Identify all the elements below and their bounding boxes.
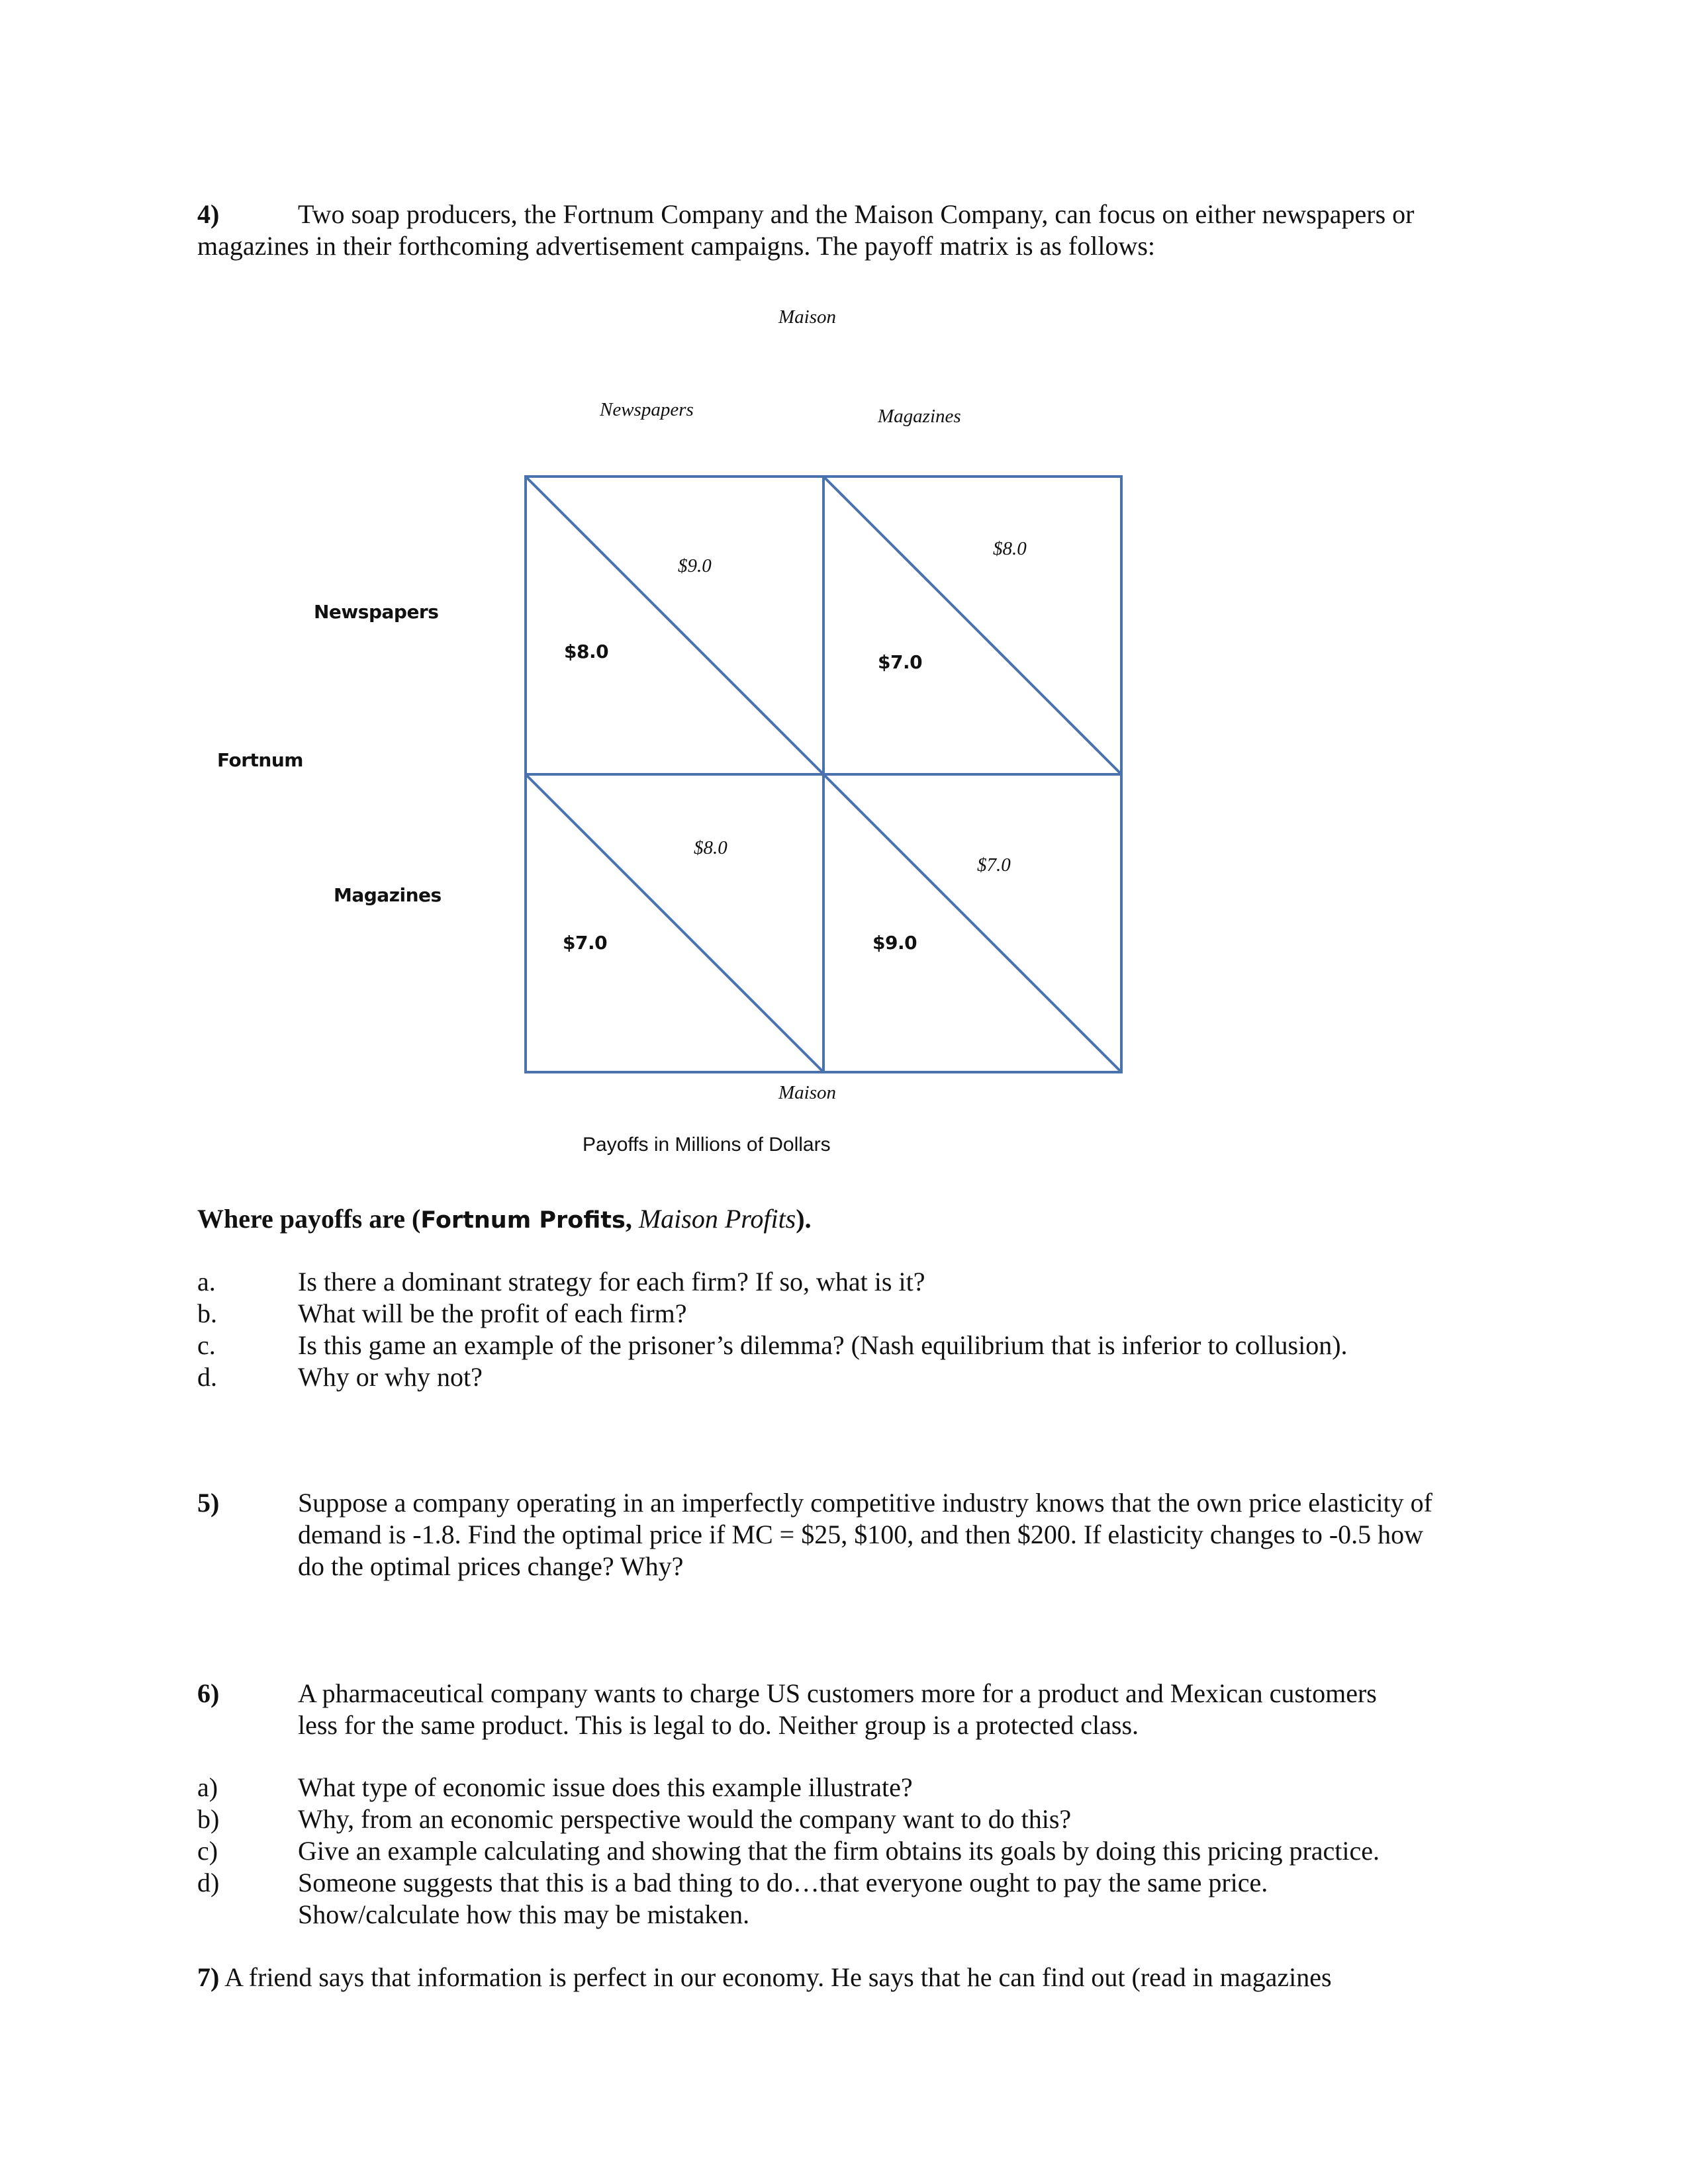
q5-line-3: do the optimal prices change? Why? [298,1551,684,1581]
q6-item-label-c: c) [197,1836,218,1866]
q6-number: 6) [197,1678,220,1708]
payoff-mn-fortnum: $7.0 [563,932,608,954]
q4-item-text-b: What will be the profit of each firm? [298,1298,687,1328]
payoff-legend-maison: Maison Profits [638,1204,796,1234]
column-label-magazines: Magazines [878,406,961,427]
q4-item-text-c: Is this game an example of the prisoner’s dilemma? (Nash equilibrium that is inferior to collusion). [298,1330,1348,1360]
column-label-newspapers: Newspapers [600,399,694,420]
q4-item-text-a: Is there a dominant strategy for each firm? If so, what is it? [298,1267,925,1297]
payoff-legend-fortnum: Fortnum Profits [420,1207,626,1234]
q4-line-2: magazines in their forthcoming advertisement campaigns. The payoff matrix is as follows: [197,231,1156,261]
q4-item-label-d: d. [197,1362,217,1392]
payoff-mm-maison: $7.0 [977,854,1011,876]
q6-line-2: less for the same product. This is legal to do. Neither group is a protected class. [298,1710,1139,1740]
payoff-legend [197,1203,812,1236]
fortnum-label: Fortnum [217,749,303,771]
q4-item-text-d: Why or why not? [298,1362,483,1392]
q5-line-1: Suppose a company operating in an imperfectly competitive industry knows that the own price elasticity of [298,1488,1433,1518]
diagonal-mn [526,774,823,1072]
row-label-newspapers: Newspapers [314,601,439,623]
q6-item-label-d: d) [197,1868,220,1897]
payoff-legend-suffix: ). [796,1204,812,1234]
payoff-legend-prefix: Where payoffs are ( [197,1204,421,1234]
payoff-nn-maison: $9.0 [678,555,712,576]
q5-line-2: demand is -1.8. Find the optimal price if MC = $25, $100, and then $200. If elasticity changes to -0.5 how [298,1520,1424,1549]
diagonal-nm [823,477,1121,774]
payoff-mm-fortnum: $9.0 [872,932,917,954]
row-label-magazines: Magazines [334,884,442,906]
diagonal-mm [823,774,1121,1072]
q7-number: 7) [197,1962,220,1992]
q6-item-label-a: a) [197,1772,218,1802]
q5-number: 5) [197,1488,220,1518]
q7-line [197,1962,1332,1993]
q6-item-text-b: Why, from an economic perspective would the company want to do this? [298,1804,1072,1834]
matrix-caption: Payoffs in Millions of Dollars [583,1134,831,1156]
diagonal-nn [526,477,823,774]
q6-item-text-d-line-2: Show/calculate how this may be mistaken. [298,1899,750,1929]
q6-item-text-a: What type of economic issue does this example illustrate? [298,1772,913,1802]
q6-item-text-c: Give an example calculating and showing that the firm obtains its goals by doing this pricing practice. [298,1836,1380,1866]
payoff-nm-fortnum: $7.0 [878,651,923,673]
q6-line-1: A pharmaceutical company wants to charge US customers more for a product and Mexican customers [298,1678,1377,1708]
q6-item-text-d: Someone suggests that this is a bad thing to do…that everyone ought to pay the same price. [298,1868,1268,1897]
q7-text: A friend says that information is perfect in our economy. He says that he can find out (read in magazines [224,1962,1332,1992]
q4-item-label-a: a. [197,1267,216,1297]
maison-top-label: Maison [778,306,836,328]
payoff-nm-maison: $8.0 [993,538,1027,559]
q6-item-label-b: b) [197,1804,220,1834]
maison-bottom-label: Maison [778,1082,836,1103]
payoff-mn-maison: $8.0 [694,837,727,858]
payoff-legend-comma: , [625,1204,639,1234]
q4-item-label-c: c. [197,1330,216,1360]
q4-line-1: Two soap producers, the Fortnum Company and the Maison Company, can focus on either newspapers or [298,199,1415,229]
q4-number: 4) [197,199,220,229]
payoff-nn-fortnum: $8.0 [564,641,609,662]
q4-item-label-b: b. [197,1298,217,1328]
